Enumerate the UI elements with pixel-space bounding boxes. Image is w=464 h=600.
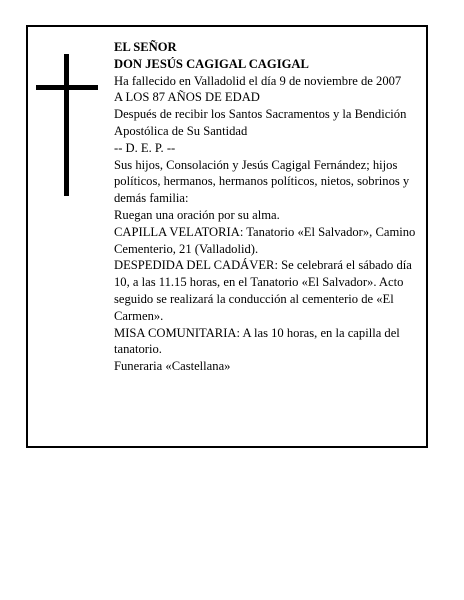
title-line-1: EL SEÑOR — [114, 40, 177, 54]
age-line: A LOS 87 AÑOS DE EDAD — [114, 90, 260, 105]
cross-icon — [36, 54, 98, 196]
prayer-line: Ruegan una oración por su alma. — [114, 207, 280, 222]
sacraments-line: Después de recibir los Santos Sacramentos y la Bendición Apostólica de Su Santidad — [114, 107, 407, 138]
cross-vertical-bar — [64, 54, 69, 196]
family-line: Sus hijos, Consolación y Jesús Cagigal Fernández; hijos políticos, hermanos, hermanos políticos, nietos, sobrinos y demás familia: — [114, 157, 410, 206]
farewell-line: DESPEDIDA DEL CADÁVER: Se celebrará el sábado día 10, a las 11.15 horas, en el Tanatorio «El Salvador». Acto seguido se realizará la conducción al cementerio de «El Carmen». — [114, 258, 412, 323]
deceased-name: DON JESÚS CAGIGAL CAGIGAL — [114, 56, 309, 71]
mass-line: MISA COMUNITARIA: A las 10 horas, en la capilla del tanatorio. — [114, 325, 400, 357]
obituary-text — [114, 39, 424, 375]
funeral-home-line: Funeraria «Castellana» — [114, 359, 231, 374]
dep-line: -- D. E. P. -- — [114, 140, 176, 155]
chapel-line: CAPILLA VELATORIA: Tanatorio «El Salvador», Camino Cementerio, 21 (Valladolid). — [114, 224, 416, 256]
death-info: Ha fallecido en Valladolid el día 9 de noviembre de 2007 — [114, 73, 402, 88]
cross-horizontal-bar — [36, 85, 98, 90]
